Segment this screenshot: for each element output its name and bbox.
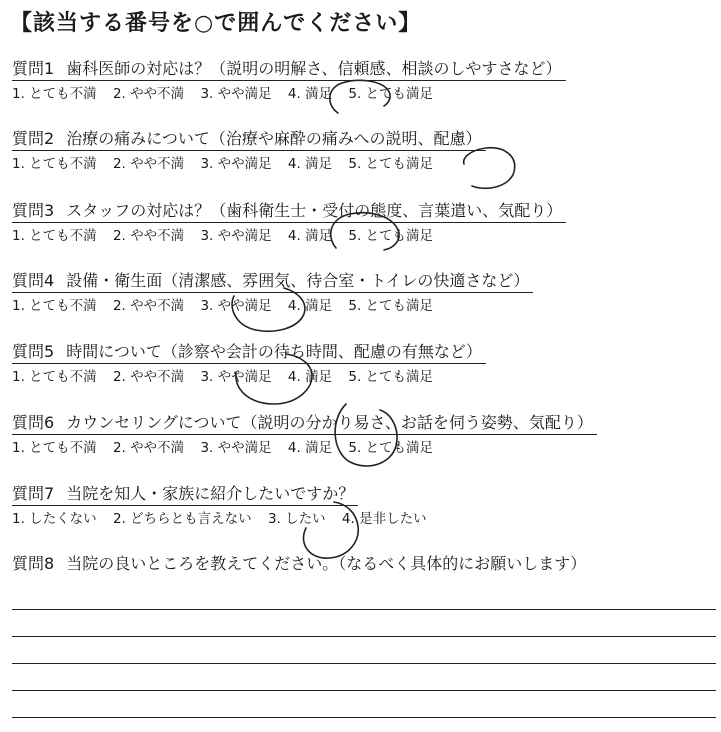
question-text: 治療の痛みについて（治療や麻酔の痛みへの説明、配慮） bbox=[66, 129, 482, 148]
option-1[interactable]: 1. とても不満 bbox=[12, 440, 97, 456]
question-3 bbox=[12, 200, 712, 245]
question-number: 質問1 bbox=[12, 59, 55, 78]
option-2[interactable]: 2. やや不満 bbox=[112, 86, 185, 102]
question-title bbox=[12, 128, 486, 151]
option-3[interactable]: 3. やや満足 bbox=[200, 440, 272, 456]
options-row bbox=[12, 85, 712, 103]
question-text: スタッフの対応は？（歯科衛生士・受付の態度、言葉遣い、気配り） bbox=[66, 201, 563, 220]
option-2[interactable]: 2. どちらとも言えない bbox=[112, 511, 252, 527]
question-text: 当院の良いところを教えてください。（なるべく具体的にお願いします） bbox=[66, 554, 587, 573]
option-4[interactable]: 4. 満足 bbox=[287, 86, 333, 102]
option-4[interactable]: 4. 満足 bbox=[287, 369, 333, 385]
option-1[interactable]: 1. とても不満 bbox=[12, 86, 97, 102]
free-answer-area[interactable] bbox=[12, 583, 716, 718]
question-number: 質問3 bbox=[12, 201, 55, 220]
option-1[interactable]: 1. とても不満 bbox=[12, 228, 97, 244]
option-1[interactable]: 1. したくない bbox=[12, 511, 97, 527]
question-title bbox=[12, 412, 597, 435]
option-5[interactable]: 5. とても満足 bbox=[348, 86, 434, 102]
question-5 bbox=[12, 341, 712, 386]
question-title bbox=[12, 200, 566, 223]
options-row bbox=[12, 227, 712, 245]
option-5[interactable]: 5. とても満足 bbox=[348, 369, 434, 385]
option-2[interactable]: 2. やや不満 bbox=[112, 156, 185, 172]
question-text: 時間について（診察や会計の待ち時間、配慮の有無など） bbox=[66, 342, 482, 361]
question-title bbox=[12, 58, 566, 81]
answer-line[interactable] bbox=[12, 691, 716, 718]
question-number: 質問2 bbox=[12, 129, 55, 148]
options-row bbox=[12, 439, 712, 457]
answer-line[interactable] bbox=[12, 664, 716, 691]
question-text: 当院を知人・家族に紹介したいですか？ bbox=[66, 484, 355, 503]
question-8 bbox=[12, 553, 712, 575]
option-4[interactable]: 4. 是非したい bbox=[341, 511, 427, 527]
question-number: 質問6 bbox=[12, 413, 55, 432]
option-1[interactable]: 1. とても不満 bbox=[12, 156, 97, 172]
option-2[interactable]: 2. やや不満 bbox=[112, 369, 185, 385]
answer-line[interactable] bbox=[12, 610, 716, 637]
options-row bbox=[12, 510, 712, 528]
question-number: 質問7 bbox=[12, 484, 55, 503]
options-row bbox=[12, 297, 712, 315]
question-2 bbox=[12, 128, 712, 173]
options-row bbox=[12, 368, 712, 386]
question-title bbox=[12, 553, 590, 575]
question-number: 質問5 bbox=[12, 342, 55, 361]
question-text: 歯科医師の対応は？（説明の明解さ、信頼感、相談のしやすさなど） bbox=[66, 59, 562, 78]
answer-line[interactable] bbox=[12, 637, 716, 664]
question-text: 設備・衛生面（清潔感、雰囲気、待合室・トイレの快適さなど） bbox=[66, 271, 530, 290]
option-5[interactable]: 5. とても満足 bbox=[348, 156, 434, 172]
option-3[interactable]: 3. やや満足 bbox=[200, 369, 272, 385]
question-title bbox=[12, 483, 358, 506]
form-instruction-header: 【該当する番号を○で囲んでください】 bbox=[10, 11, 422, 36]
option-4[interactable]: 4. 満足 bbox=[287, 440, 333, 456]
option-3[interactable]: 3. やや満足 bbox=[200, 156, 272, 172]
option-3[interactable]: 3. やや満足 bbox=[200, 298, 272, 314]
option-4[interactable]: 4. 満足 bbox=[287, 156, 333, 172]
option-3[interactable]: 3. したい bbox=[267, 511, 326, 527]
option-2[interactable]: 2. やや不満 bbox=[112, 298, 185, 314]
option-3[interactable]: 3. やや満足 bbox=[200, 228, 272, 244]
option-3[interactable]: 3. やや満足 bbox=[200, 86, 272, 102]
question-6 bbox=[12, 412, 712, 457]
question-title bbox=[12, 270, 533, 293]
option-4[interactable]: 4. 満足 bbox=[287, 228, 333, 244]
option-5[interactable]: 5. とても満足 bbox=[348, 228, 434, 244]
question-1 bbox=[12, 58, 712, 103]
option-1[interactable]: 1. とても不満 bbox=[12, 369, 97, 385]
option-1[interactable]: 1. とても不満 bbox=[12, 298, 97, 314]
option-2[interactable]: 2. やや不満 bbox=[112, 228, 185, 244]
option-5[interactable]: 5. とても満足 bbox=[348, 298, 434, 314]
option-4[interactable]: 4. 満足 bbox=[287, 298, 333, 314]
question-7 bbox=[12, 483, 712, 528]
question-number: 質問4 bbox=[12, 271, 55, 290]
question-title bbox=[12, 341, 486, 364]
question-4 bbox=[12, 270, 712, 315]
options-row bbox=[12, 155, 712, 173]
answer-line[interactable] bbox=[12, 583, 716, 610]
option-2[interactable]: 2. やや不満 bbox=[112, 440, 185, 456]
question-number: 質問8 bbox=[12, 554, 55, 573]
option-5[interactable]: 5. とても満足 bbox=[348, 440, 434, 456]
question-text: カウンセリングについて（説明の分かり易さ、お話を伺う姿勢、気配り） bbox=[66, 413, 593, 432]
